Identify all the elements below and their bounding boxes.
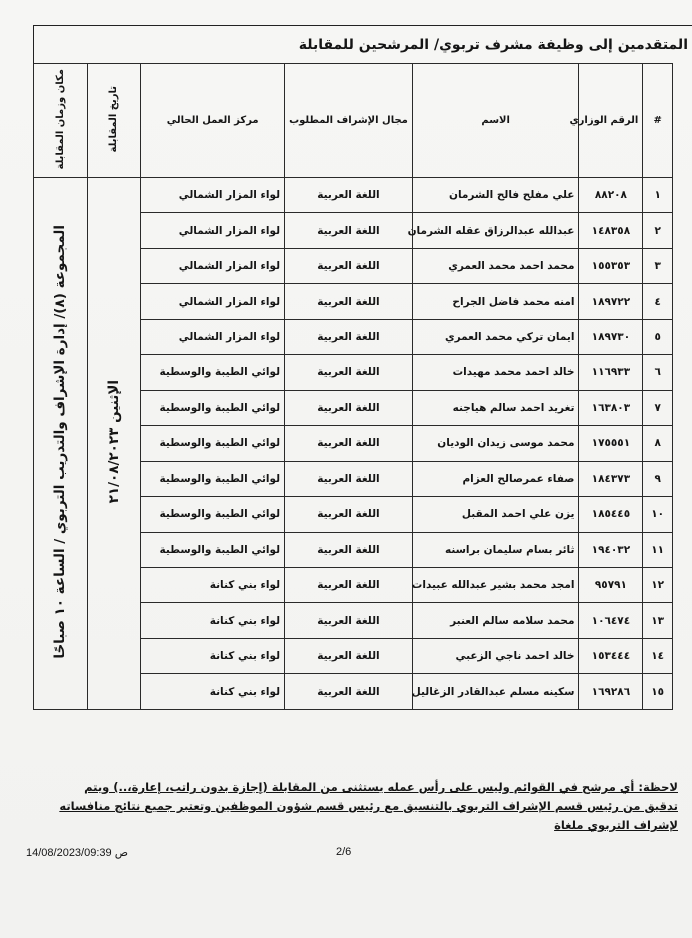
interview-place-cell	[34, 178, 88, 710]
candidate-name: علي مفلح فالح الشرمان	[412, 178, 579, 213]
header-work: مركز العمل الحالي	[141, 64, 285, 178]
current-workplace: لوائي الطيبة والوسطية	[141, 497, 285, 532]
row-number: ١١	[643, 532, 673, 567]
ministry-id: ١٠٦٤٧٤	[579, 603, 643, 638]
supervision-field: اللغة العربية	[285, 638, 413, 673]
table-header-row	[34, 64, 673, 178]
row-number: ٦	[643, 355, 673, 390]
candidate-name: ايمان تركي محمد العمري	[412, 319, 579, 354]
supervision-field: اللغة العربية	[285, 532, 413, 567]
candidate-name: يزن علي احمد المقبل	[412, 497, 579, 532]
row-number: ١٠	[643, 497, 673, 532]
header-place-label: مكان وزمان المقابلة	[54, 68, 66, 170]
supervision-field: اللغة العربية	[285, 355, 413, 390]
current-workplace: لواء بني كنانة	[141, 603, 285, 638]
supervision-field: اللغة العربية	[285, 461, 413, 496]
current-workplace: لوائي الطيبة والوسطية	[141, 390, 285, 425]
row-number: ٩	[643, 461, 673, 496]
current-workplace: لواء المزار الشمالي	[141, 213, 285, 248]
current-workplace: لواء المزار الشمالي	[141, 248, 285, 283]
row-number: ٥	[643, 319, 673, 354]
footer-timestamp: 14/08/2023/09:39 ص	[26, 847, 129, 859]
current-workplace: لواء المزار الشمالي	[141, 178, 285, 213]
candidate-name: محمد احمد محمد العمري	[412, 248, 579, 283]
header-place	[34, 64, 88, 178]
candidate-name: خالد احمد محمد مهيدات	[412, 355, 579, 390]
header-field: مجال الإشراف المطلوب	[285, 64, 413, 178]
candidate-name: سكينه مسلم عبدالقادر الزغاليل	[412, 674, 579, 710]
candidate-name: صفاء عمرصالح العزام	[412, 461, 579, 496]
top-border	[33, 25, 692, 26]
candidate-name: محمد سلامه سالم العنبر	[412, 603, 579, 638]
current-workplace: لواء بني كنانة	[141, 567, 285, 602]
page-heading: المتقدمين إلى وظيفة مشرف تربوي/ المرشحين للمقابلة	[298, 37, 688, 53]
current-workplace: لوائي الطيبة والوسطية	[141, 461, 285, 496]
ministry-id: ١٦٣٨٠٣	[579, 390, 643, 425]
ministry-id: ١٥٣٤٤٤	[579, 638, 643, 673]
ministry-id: ١٧٥٥٥١	[579, 426, 643, 461]
row-number: ١٣	[643, 603, 673, 638]
supervision-field: اللغة العربية	[285, 674, 413, 710]
current-workplace: لوائي الطيبة والوسطية	[141, 426, 285, 461]
note-line-3: لإشراف التربوي ملغاة	[554, 818, 678, 832]
ministry-id: ٨٨٢٠٨	[579, 178, 643, 213]
ministry-id: ١٥٥٣٥٣	[579, 248, 643, 283]
ministry-id: ١٦٩٢٨٦	[579, 674, 643, 710]
header-id: الرقم الوزاري	[579, 64, 643, 178]
ministry-id: ١٨٤٣٧٣	[579, 461, 643, 496]
current-workplace: لواء المزار الشمالي	[141, 319, 285, 354]
interview-date: الإثنين ٢١/٠٨/٢٠٢٣	[105, 380, 122, 504]
current-workplace: لواء بني كنانة	[141, 638, 285, 673]
row-number: ٨	[643, 426, 673, 461]
row-number: ٧	[643, 390, 673, 425]
candidate-name: امجد محمد بشير عبدالله عبيدات	[412, 567, 579, 602]
note-line-2: تدقيق من رئيس قسم الإشراف التربوي بالتنسيق مع رئيس قسم شؤون الموظفين وتعتبر جميع نتائج منافساته	[59, 799, 678, 813]
supervision-field: اللغة العربية	[285, 213, 413, 248]
note-line-1: لاحظة: أي مرشح في القوائم وليس على رأس عمله يستثنى من المقابلة (إجازة بدون راتب، إعارة،..) ويتم	[84, 780, 678, 794]
header-date	[87, 64, 141, 178]
note-paragraph	[50, 778, 678, 835]
current-workplace: لواء المزار الشمالي	[141, 284, 285, 319]
interview-date-cell	[87, 178, 141, 710]
table-row	[34, 178, 673, 213]
row-number: ١٥	[643, 674, 673, 710]
current-workplace: لوائي الطيبة والوسطية	[141, 532, 285, 567]
candidate-name: محمد موسى زيدان الوديان	[412, 426, 579, 461]
row-number: ١٤	[643, 638, 673, 673]
row-number: ٤	[643, 284, 673, 319]
candidate-name: امنه محمد فاضل الجراح	[412, 284, 579, 319]
current-workplace: لواء بني كنانة	[141, 674, 285, 710]
interview-place: المجموعة (٨)/ إدارة الإشراف والتدريب التربوي / الساعة ١٠ صباحًا	[52, 225, 69, 659]
header-date-label: تاريخ المقابلة	[108, 85, 120, 153]
row-number: ١٢	[643, 567, 673, 602]
candidate-name: خالد احمد ناجي الزعبي	[412, 638, 579, 673]
supervision-field: اللغة العربية	[285, 248, 413, 283]
candidate-name: ثائر بسام سليمان براسنه	[412, 532, 579, 567]
supervision-field: اللغة العربية	[285, 178, 413, 213]
candidates-table	[33, 63, 673, 710]
candidate-name: عبدالله عبدالرزاق عقله الشرمان	[412, 213, 579, 248]
ministry-id: ١٤٨٣٥٨	[579, 213, 643, 248]
current-workplace: لوائي الطيبة والوسطية	[141, 355, 285, 390]
row-number: ٢	[643, 213, 673, 248]
ministry-id: ١٩٤٠٣٢	[579, 532, 643, 567]
ministry-id: ١٨٩٧٣٠	[579, 319, 643, 354]
ministry-id: ١١٦٩٣٣	[579, 355, 643, 390]
row-number: ٣	[643, 248, 673, 283]
supervision-field: اللغة العربية	[285, 603, 413, 638]
supervision-field: اللغة العربية	[285, 567, 413, 602]
header-num: #	[643, 64, 673, 178]
supervision-field: اللغة العربية	[285, 390, 413, 425]
supervision-field: اللغة العربية	[285, 319, 413, 354]
supervision-field: اللغة العربية	[285, 426, 413, 461]
candidate-name: تغريد احمد سالم هياجنه	[412, 390, 579, 425]
supervision-field: اللغة العربية	[285, 497, 413, 532]
supervision-field: اللغة العربية	[285, 284, 413, 319]
ministry-id: ٩٥٧٩١	[579, 567, 643, 602]
ministry-id: ١٨٥٤٤٥	[579, 497, 643, 532]
footer-page-number: 2/6	[336, 846, 352, 858]
row-number: ١	[643, 178, 673, 213]
header-name: الاسم	[412, 64, 579, 178]
ministry-id: ١٨٩٧٢٢	[579, 284, 643, 319]
